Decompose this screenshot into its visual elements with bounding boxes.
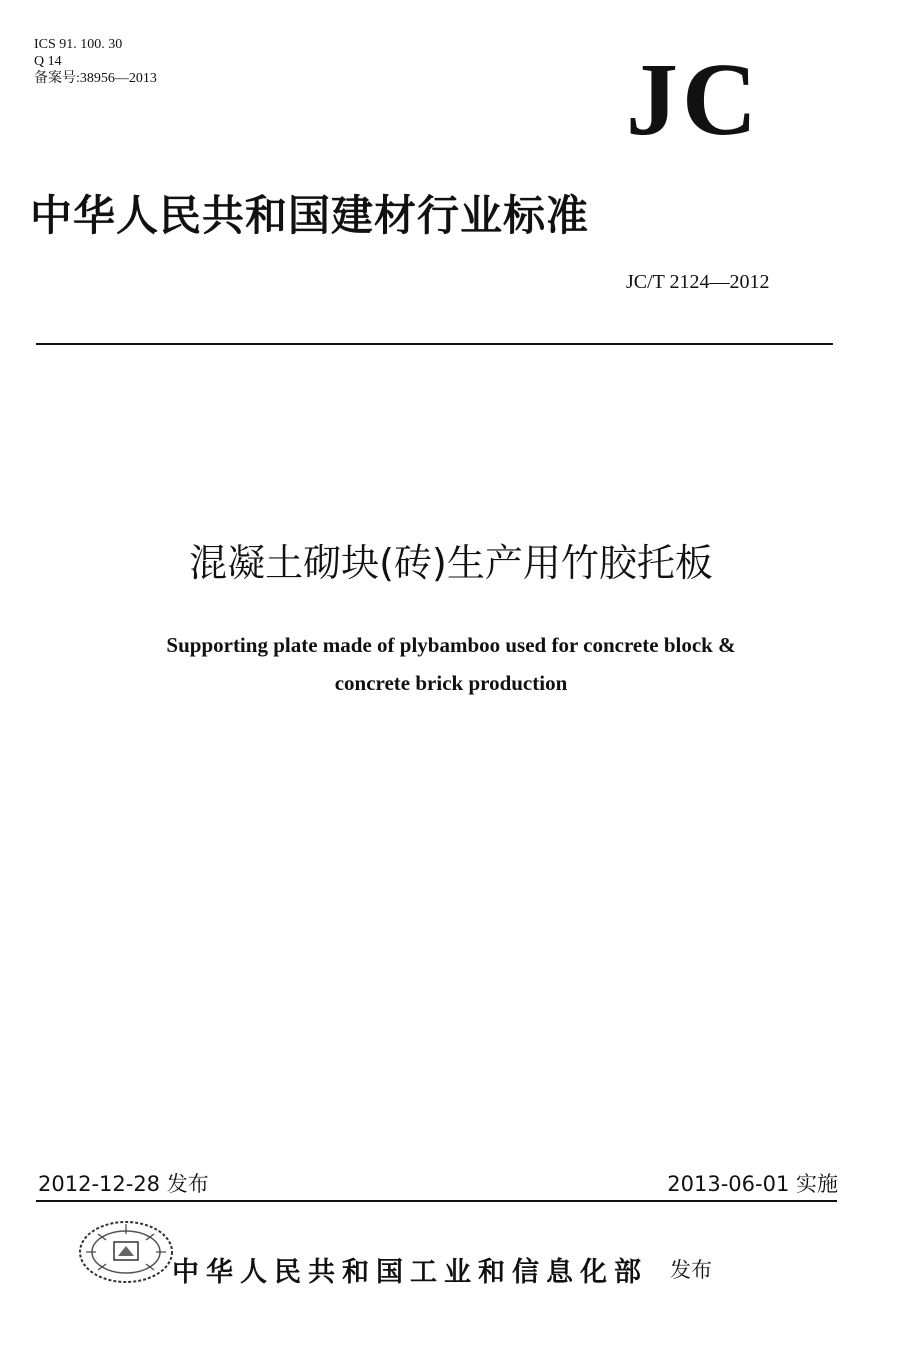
document-title-en [60, 626, 842, 702]
record-number: 备案号:38956—2013 [34, 71, 157, 86]
jc-logo: JC [626, 42, 762, 157]
standard-code: JC/T 2124—2012 [626, 271, 770, 293]
issuing-ministry: 中华人民共和国工业和信息化部 [172, 1257, 648, 1288]
ministry-seal-icon [76, 1216, 176, 1286]
ics-code: ICS 91. 100. 30 [34, 37, 123, 52]
bottom-divider [36, 1200, 837, 1202]
standard-type-title: 中华人民共和国建材行业标准 [30, 191, 590, 240]
top-divider [36, 343, 833, 345]
implement-date: 2013-06-01 实施 [667, 1172, 838, 1196]
document-title-cn: 混凝土砌块(砖)生产用竹胶托板 [189, 541, 713, 585]
publish-date: 2012-12-28 发布 [38, 1172, 209, 1196]
issued-label: 发布 [670, 1258, 712, 1282]
title-en-line-2: concrete brick production [334, 671, 568, 695]
title-en-line-1: Supporting plate made of plybamboo used for concrete block & [166, 633, 736, 657]
document-meta [34, 36, 157, 87]
category-code: Q 14 [34, 54, 62, 69]
